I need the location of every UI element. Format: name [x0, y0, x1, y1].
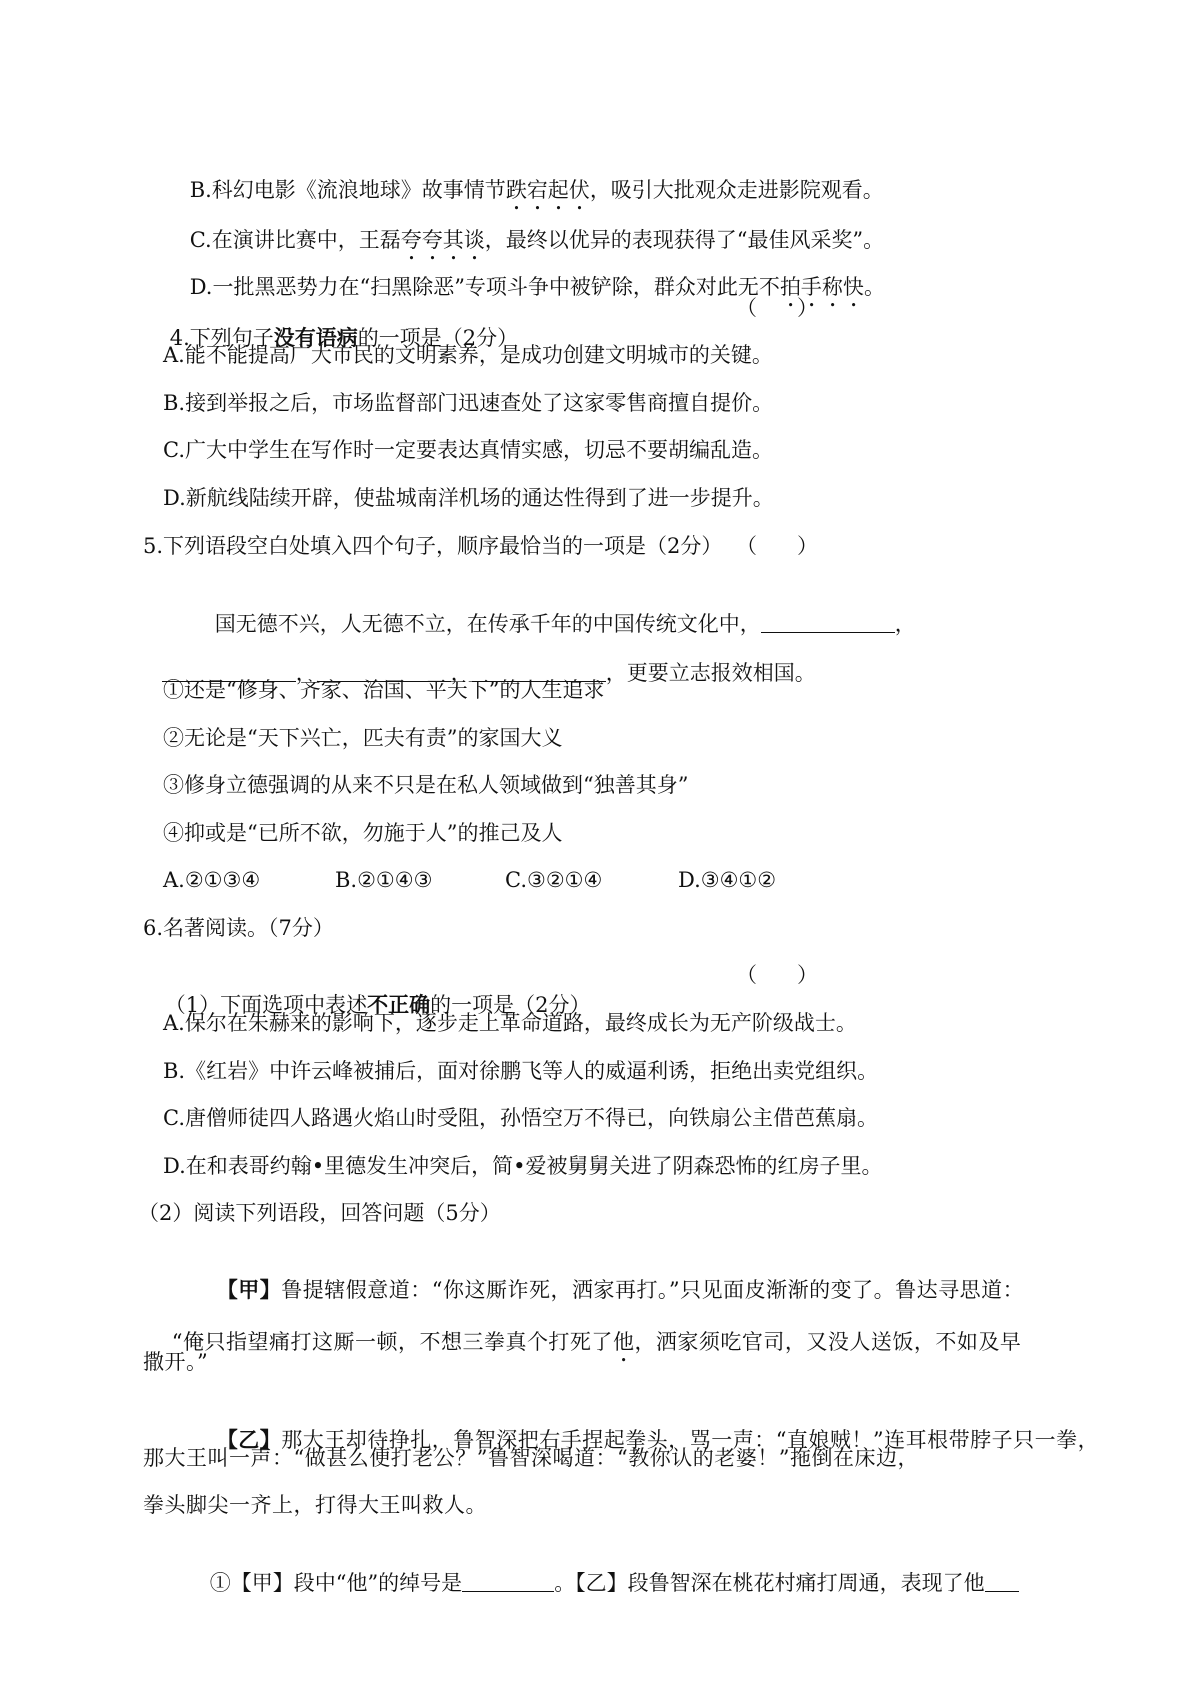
q6-part1-option-b: B.《红岩》中许云峰被捕后，面对徐鹏飞等人的威逼利诱，拒绝出卖党组织。 — [163, 1059, 879, 1083]
passage-yi-line2: 那大王叫一声：“做甚么便打老公？”鲁智深喝道：“教你认的老婆！”拖倒在床边， — [143, 1446, 919, 1470]
q4-option-a: A.能不能提高广大市民的文明素养，是成功创建文明城市的关键。 — [163, 343, 773, 367]
q5-comma: ， — [295, 661, 317, 685]
q6-part2-question1 — [183, 1538, 1019, 1595]
q6-part1-post: 的一项是（2分） — [430, 993, 591, 1017]
q6-part1-pre: （1）下面选项中表述 — [164, 993, 368, 1017]
q3-option-b-pre: B.科幻电影《流浪地球》故事情节 — [189, 178, 506, 202]
question1-pre: ①【甲】段中“他”的绰号是 — [209, 1571, 463, 1595]
q5-passage-line1 — [188, 579, 916, 636]
q3-option-b-post: ，吸引大批观众走进影院观看。 — [589, 178, 884, 202]
q4-option-c: C.广大中学生在写作时一定要表达真情实感，切忌不要胡编乱造。 — [163, 438, 773, 462]
q5-sentence-3: ③修身立德强调的从来不只是在私人领域做到“独善其身” — [163, 773, 689, 797]
q3-option-d-emphasis: 拍手称快 — [779, 275, 864, 299]
q4-stem-bold: 没有语病 — [273, 325, 358, 350]
q6-title: 6.名著阅读。（7分） — [143, 916, 334, 940]
q5-comma: ， — [450, 661, 472, 685]
q6-part1-option-a: A.保尔在朱赫来的影响下，逐步走上革命道路，最终成长为无产阶级战士。 — [163, 1011, 857, 1035]
q6-part2-stem: （2）阅读下列语段，回答问题（5分） — [138, 1201, 501, 1225]
passage-yi-line3: 拳头脚尖一齐上，打得大王叫救人。 — [143, 1493, 487, 1517]
q3-option-d-post: 。 — [863, 275, 885, 299]
q5-sentence-4: ④抑或是“已所不欲，勿施于人”的推己及人 — [163, 821, 563, 845]
q6-part1-option-c: C.唐僧师徒四人路遇火焰山时受阻，孙悟空万不得已，向铁扇公主借芭蕉扇。 — [163, 1106, 878, 1130]
q6-part1-stem — [138, 960, 591, 1017]
passage-jia-label: 【甲】 — [216, 1277, 282, 1302]
q3-option-c-post: ，最终以优异的表现获得了“最佳风采奖”。 — [484, 228, 885, 252]
q5-option-d: D.③④①② — [678, 868, 777, 892]
q5-stem: 5.下列语段空白处填入四个句子，顺序最恰当的一项是（2分） — [143, 534, 723, 558]
q5-passage-end: ，更要立志报效相国。 — [605, 661, 816, 685]
q5-passage-start: 国无德不兴，人无德不立，在传承千年的中国传统文化中， — [214, 612, 761, 636]
passage-jia-line3: 撒开。” — [143, 1350, 209, 1374]
q5-sentence-2: ②无论是“天下兴亡，匹夫有责”的家国大义 — [163, 726, 563, 750]
q4-stem-pre: 4.下列句子 — [169, 326, 274, 350]
q3-option-c — [163, 195, 885, 252]
passage-yi-label: 【乙】 — [216, 1427, 282, 1452]
passage-jia-line2 — [143, 1297, 1022, 1354]
q3-option-c-emphasis: 夸夸其谈 — [400, 228, 485, 252]
q3-option-d — [163, 242, 885, 299]
passage-jia-text2-post: ，洒家须吃官司，又没人送饭，不如及早 — [634, 1330, 1022, 1354]
q5-sentence-1: ①还是“修身、齐家、治国、平天下”的人生追求 — [163, 678, 605, 702]
q6-part1-bold: 不正确 — [367, 992, 431, 1017]
q3-option-c-pre: C.在演讲比赛中，王磊 — [189, 228, 401, 252]
q3-option-b — [163, 145, 884, 202]
q5-passage-line2 — [135, 628, 816, 685]
q4-option-d: D.新航线陆续开辟，使盐城南洋机场的通达性得到了进一步提升。 — [163, 486, 774, 510]
q3-option-b-emphasis: 跌宕起伏 — [505, 178, 590, 202]
q5-option-a: A.②①③④ — [163, 868, 261, 892]
q6-part1-option-d: D.在和表哥约翰•里德发生冲突后，简•爱被舅舅关进了阴森恐怖的红房子里。 — [163, 1154, 883, 1178]
q5-answer-paren: （ ） — [736, 534, 819, 558]
q4-answer-paren: （ ） — [736, 296, 819, 320]
question1-blank-2 — [985, 1569, 1019, 1592]
question1-blank-1 — [462, 1569, 554, 1592]
passage-jia-line1 — [188, 1245, 1025, 1302]
passage-yi-text1: 那大王却待挣扎，鲁智深把右手捏起拳头，骂一声：“直娘贼！”连耳根带脖子只一拳， — [281, 1428, 1100, 1452]
q5-option-c: C.③②①④ — [505, 868, 603, 892]
q3-option-d-pre: D.一批黑恶势力在“扫黑除恶”专项斗争中被铲除，群众对此无不 — [189, 275, 780, 299]
q6-part1-answer-paren: （ ） — [736, 963, 819, 987]
q4-option-b: B.接到举报之后，市场监督部门迅速查处了这家零售商擅自提价。 — [163, 391, 774, 415]
passage-yi-line1 — [188, 1395, 1100, 1452]
q5-comma: ， — [894, 612, 916, 636]
question1-mid: 。【乙】段鲁智深在桃花村痛打周通，表现了他 — [554, 1571, 985, 1595]
passage-jia-text1: 鲁提辖假意道：“你这厮诈死，洒家再打。”只见面皮渐渐的变了。鲁达寻思道： — [281, 1278, 1025, 1302]
passage-jia-emphasis: 他 — [612, 1330, 635, 1354]
passage-jia-text2-pre: “俺只指望痛打这厮一顿，不想三拳真个打死了 — [171, 1330, 613, 1354]
q4-stem-post: 的一项是（2分） — [357, 326, 519, 350]
q4-stem — [143, 293, 519, 350]
q5-option-b: B.②①④③ — [335, 868, 433, 892]
